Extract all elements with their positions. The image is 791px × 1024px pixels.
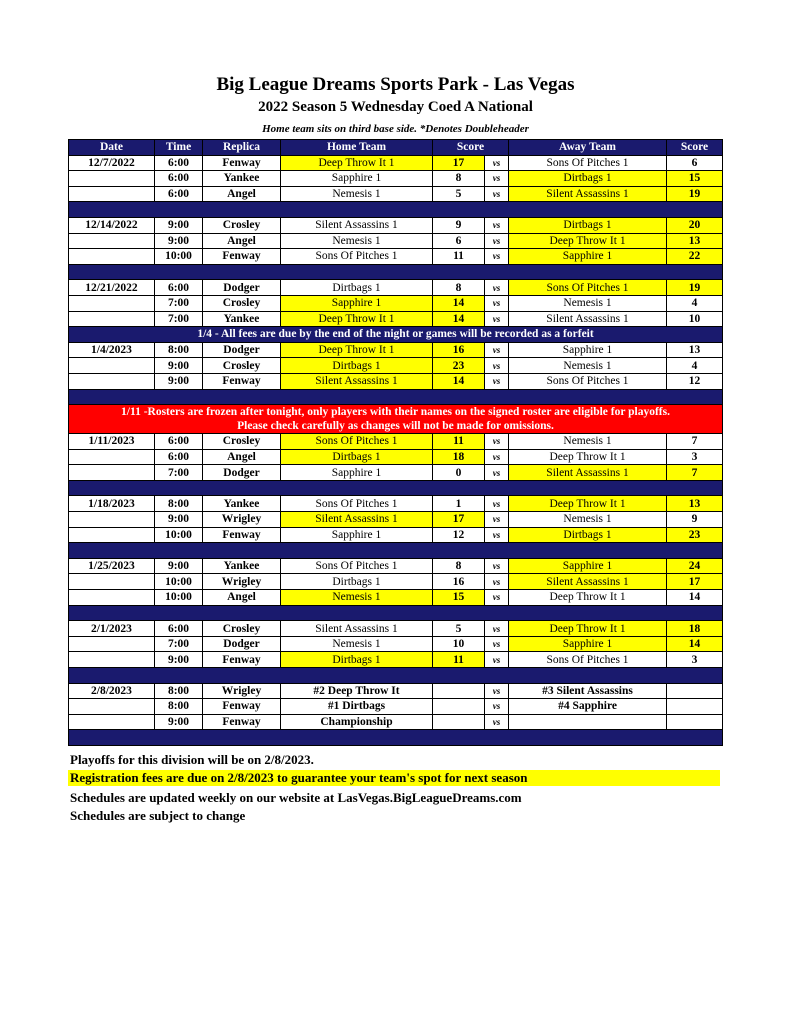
- game-time: 10:00: [155, 574, 203, 590]
- game-date: [69, 358, 155, 374]
- game-time: 6:00: [155, 155, 203, 171]
- vs-label: vs: [485, 249, 509, 265]
- away-team: Sons Of Pitches 1: [509, 652, 667, 668]
- game-row: [69, 714, 723, 730]
- game-date: [69, 512, 155, 528]
- game-date: 12/14/2022: [69, 217, 155, 233]
- home-team: Dirtbags 1: [281, 358, 433, 374]
- notice-text: 1/4 - All fees are due by the end of the night or games will be recorded as a forfeit: [69, 327, 723, 343]
- home-score: 16: [433, 342, 485, 358]
- away-team: Sapphire 1: [509, 636, 667, 652]
- away-team: Sapphire 1: [509, 342, 667, 358]
- home-team: Sapphire 1: [281, 527, 433, 543]
- col-header-date: Date: [69, 140, 155, 156]
- away-score: 12: [667, 373, 723, 389]
- home-score: 17: [433, 512, 485, 528]
- game-row: [69, 434, 723, 450]
- game-field: Fenway: [203, 249, 281, 265]
- vs-label: vs: [485, 171, 509, 187]
- vs-label: vs: [485, 449, 509, 465]
- away-score: [667, 714, 723, 730]
- vs-label: vs: [485, 295, 509, 311]
- game-time: 9:00: [155, 714, 203, 730]
- away-team: Sons Of Pitches 1: [509, 373, 667, 389]
- home-score: 8: [433, 558, 485, 574]
- home-score: [433, 714, 485, 730]
- home-team: Nemesis 1: [281, 233, 433, 249]
- vs-label: vs: [485, 574, 509, 590]
- away-team: [509, 714, 667, 730]
- game-field: Wrigley: [203, 574, 281, 590]
- away-score: 15: [667, 171, 723, 187]
- game-field: Yankee: [203, 171, 281, 187]
- week-separator: [69, 668, 723, 684]
- game-field: Fenway: [203, 699, 281, 715]
- game-time: 7:00: [155, 465, 203, 481]
- game-time: 7:00: [155, 295, 203, 311]
- separator-cell: [69, 543, 723, 559]
- game-date: [69, 699, 155, 715]
- home-team: Deep Throw It 1: [281, 311, 433, 327]
- home-team: #2 Deep Throw It: [281, 683, 433, 699]
- home-score: 8: [433, 171, 485, 187]
- game-row: [69, 496, 723, 512]
- vs-label: vs: [485, 621, 509, 637]
- game-time: 6:00: [155, 280, 203, 296]
- separator-cell: [69, 389, 723, 405]
- vs-label: vs: [485, 358, 509, 374]
- away-team: Deep Throw It 1: [509, 590, 667, 606]
- vs-label: vs: [485, 590, 509, 606]
- away-team: Silent Assassins 1: [509, 574, 667, 590]
- separator-cell: [69, 605, 723, 621]
- game-time: 9:00: [155, 358, 203, 374]
- game-row: [69, 295, 723, 311]
- game-date: [69, 249, 155, 265]
- notice-row: [69, 327, 723, 343]
- game-date: 2/8/2023: [69, 683, 155, 699]
- vs-label: vs: [485, 683, 509, 699]
- home-team: Silent Assassins 1: [281, 512, 433, 528]
- game-field: Angel: [203, 449, 281, 465]
- game-field: Crosley: [203, 295, 281, 311]
- game-date: [69, 233, 155, 249]
- home-team: Sons Of Pitches 1: [281, 558, 433, 574]
- vs-label: vs: [485, 280, 509, 296]
- home-score: 8: [433, 280, 485, 296]
- schedule-body: [69, 155, 723, 745]
- game-row: [69, 155, 723, 171]
- game-time: 9:00: [155, 373, 203, 389]
- away-team: Deep Throw It 1: [509, 621, 667, 637]
- vs-label: vs: [485, 512, 509, 528]
- vs-label: vs: [485, 465, 509, 481]
- away-score: 24: [667, 558, 723, 574]
- game-date: [69, 652, 155, 668]
- game-field: Dodger: [203, 465, 281, 481]
- playoffs-note: Playoffs for this division will be on 2/8/2023.: [70, 752, 314, 767]
- vs-label: vs: [485, 311, 509, 327]
- away-team: Sapphire 1: [509, 558, 667, 574]
- week-separator: [69, 202, 723, 218]
- game-row: [69, 171, 723, 187]
- col-header-away-team: Away Team: [509, 140, 667, 156]
- home-team: Nemesis 1: [281, 636, 433, 652]
- home-score: 0: [433, 465, 485, 481]
- registration-note: Registration fees are due on 2/8/2023 to guarantee your team's spot for next season: [68, 770, 720, 786]
- home-team: #1 Dirtbags: [281, 699, 433, 715]
- game-date: [69, 590, 155, 606]
- game-time: 6:00: [155, 434, 203, 450]
- vs-label: vs: [485, 652, 509, 668]
- away-team: Sons Of Pitches 1: [509, 280, 667, 296]
- game-row: [69, 449, 723, 465]
- home-team: Sapphire 1: [281, 465, 433, 481]
- col-header-home-team: Home Team: [281, 140, 433, 156]
- game-row: [69, 280, 723, 296]
- away-score: 7: [667, 465, 723, 481]
- home-score: 5: [433, 186, 485, 202]
- away-team: Silent Assassins 1: [509, 465, 667, 481]
- away-score: 9: [667, 512, 723, 528]
- away-score: 20: [667, 217, 723, 233]
- home-score: 5: [433, 621, 485, 637]
- away-score: [667, 683, 723, 699]
- game-row: [69, 373, 723, 389]
- home-team: Dirtbags 1: [281, 652, 433, 668]
- vs-label: vs: [485, 373, 509, 389]
- away-score: 13: [667, 233, 723, 249]
- game-date: 1/11/2023: [69, 434, 155, 450]
- away-score: 19: [667, 186, 723, 202]
- game-row: [69, 512, 723, 528]
- game-row: [69, 636, 723, 652]
- home-team: Dirtbags 1: [281, 574, 433, 590]
- home-score: 14: [433, 311, 485, 327]
- subject-note: Schedules are subject to change: [70, 808, 246, 823]
- separator-cell: [69, 668, 723, 684]
- vs-label: vs: [485, 558, 509, 574]
- away-score: 13: [667, 496, 723, 512]
- game-field: Yankee: [203, 558, 281, 574]
- game-date: 1/25/2023: [69, 558, 155, 574]
- away-team: Dirtbags 1: [509, 171, 667, 187]
- game-row: [69, 527, 723, 543]
- game-time: 9:00: [155, 652, 203, 668]
- home-score: 1: [433, 496, 485, 512]
- game-time: 7:00: [155, 636, 203, 652]
- week-separator: [69, 480, 723, 496]
- week-separator: [69, 730, 723, 746]
- home-score: [433, 699, 485, 715]
- away-score: 4: [667, 358, 723, 374]
- game-time: 10:00: [155, 527, 203, 543]
- game-row: [69, 249, 723, 265]
- game-row: [69, 233, 723, 249]
- away-team: Deep Throw It 1: [509, 449, 667, 465]
- away-team: Deep Throw It 1: [509, 496, 667, 512]
- game-field: Wrigley: [203, 683, 281, 699]
- home-score: 10: [433, 636, 485, 652]
- away-score: 13: [667, 342, 723, 358]
- game-field: Fenway: [203, 155, 281, 171]
- game-date: [69, 527, 155, 543]
- game-time: 7:00: [155, 311, 203, 327]
- week-separator: [69, 605, 723, 621]
- game-row: [69, 465, 723, 481]
- game-time: 8:00: [155, 496, 203, 512]
- away-team: Dirtbags 1: [509, 217, 667, 233]
- col-header-home-score: Score: [433, 140, 509, 156]
- home-team: Sons Of Pitches 1: [281, 249, 433, 265]
- separator-cell: [69, 202, 723, 218]
- home-team: Deep Throw It 1: [281, 155, 433, 171]
- separator-cell: [69, 480, 723, 496]
- game-date: [69, 171, 155, 187]
- home-team: Sapphire 1: [281, 171, 433, 187]
- home-score: 14: [433, 373, 485, 389]
- home-score: [433, 683, 485, 699]
- col-header-replica: Replica: [203, 140, 281, 156]
- game-time: 8:00: [155, 683, 203, 699]
- col-header-away-score: Score: [667, 140, 723, 156]
- game-field: Fenway: [203, 714, 281, 730]
- game-row: [69, 186, 723, 202]
- game-date: 1/4/2023: [69, 342, 155, 358]
- game-field: Crosley: [203, 434, 281, 450]
- game-field: Angel: [203, 233, 281, 249]
- home-score: 15: [433, 590, 485, 606]
- home-score: 11: [433, 249, 485, 265]
- vs-label: vs: [485, 217, 509, 233]
- game-time: 6:00: [155, 621, 203, 637]
- home-team: Sapphire 1: [281, 295, 433, 311]
- away-team: #3 Silent Assassins: [509, 683, 667, 699]
- away-score: 17: [667, 574, 723, 590]
- home-team: Dirtbags 1: [281, 280, 433, 296]
- alert-cell: [69, 405, 723, 434]
- vs-label: vs: [485, 155, 509, 171]
- game-date: [69, 295, 155, 311]
- game-field: Dodger: [203, 342, 281, 358]
- game-row: [69, 699, 723, 715]
- away-team: Nemesis 1: [509, 358, 667, 374]
- game-field: Crosley: [203, 621, 281, 637]
- away-team: Deep Throw It 1: [509, 233, 667, 249]
- game-date: [69, 449, 155, 465]
- game-row: [69, 358, 723, 374]
- away-team: Sons Of Pitches 1: [509, 155, 667, 171]
- game-field: Crosley: [203, 217, 281, 233]
- game-row: [69, 652, 723, 668]
- game-row: [69, 558, 723, 574]
- game-date: [69, 186, 155, 202]
- game-row: [69, 683, 723, 699]
- game-row: [69, 217, 723, 233]
- week-separator: [69, 264, 723, 280]
- home-score: 17: [433, 155, 485, 171]
- home-team: Silent Assassins 1: [281, 217, 433, 233]
- game-date: 12/7/2022: [69, 155, 155, 171]
- home-team: Nemesis 1: [281, 186, 433, 202]
- alert-line-2: Please check carefully as changes will not be made for omissions.: [237, 420, 554, 433]
- away-score: [667, 699, 723, 715]
- col-header-time: Time: [155, 140, 203, 156]
- schedule-table: [68, 139, 723, 746]
- away-score: 6: [667, 155, 723, 171]
- game-time: 9:00: [155, 233, 203, 249]
- game-time: 10:00: [155, 249, 203, 265]
- away-team: #4 Sapphire: [509, 699, 667, 715]
- away-team: Dirtbags 1: [509, 527, 667, 543]
- vs-label: vs: [485, 636, 509, 652]
- away-score: 10: [667, 311, 723, 327]
- vs-label: vs: [485, 527, 509, 543]
- home-score: 18: [433, 449, 485, 465]
- home-team: Nemesis 1: [281, 590, 433, 606]
- away-score: 22: [667, 249, 723, 265]
- game-field: Fenway: [203, 373, 281, 389]
- game-field: Yankee: [203, 496, 281, 512]
- separator-cell: [69, 264, 723, 280]
- away-score: 7: [667, 434, 723, 450]
- away-team: Nemesis 1: [509, 512, 667, 528]
- home-score: 14: [433, 295, 485, 311]
- game-date: [69, 373, 155, 389]
- game-time: 9:00: [155, 558, 203, 574]
- game-time: 8:00: [155, 342, 203, 358]
- away-team: Silent Assassins 1: [509, 311, 667, 327]
- away-team: Nemesis 1: [509, 295, 667, 311]
- week-separator: [69, 543, 723, 559]
- game-field: Fenway: [203, 652, 281, 668]
- away-team: Sapphire 1: [509, 249, 667, 265]
- vs-label: vs: [485, 186, 509, 202]
- home-team: Silent Assassins 1: [281, 373, 433, 389]
- away-score: 23: [667, 527, 723, 543]
- away-score: 4: [667, 295, 723, 311]
- page-title: Big League Dreams Sports Park - Las Vegas: [216, 74, 575, 95]
- game-row: [69, 621, 723, 637]
- vs-label: vs: [485, 434, 509, 450]
- vs-label: vs: [485, 233, 509, 249]
- vs-label: vs: [485, 699, 509, 715]
- away-score: 18: [667, 621, 723, 637]
- game-date: [69, 714, 155, 730]
- home-score: 11: [433, 434, 485, 450]
- website-note: Schedules are updated weekly on our website at LasVegas.BigLeagueDreams.com: [70, 790, 522, 805]
- game-field: Dodger: [203, 280, 281, 296]
- away-score: 19: [667, 280, 723, 296]
- game-row: [69, 574, 723, 590]
- game-field: Angel: [203, 186, 281, 202]
- game-field: Crosley: [203, 358, 281, 374]
- game-time: 8:00: [155, 699, 203, 715]
- game-time: 6:00: [155, 186, 203, 202]
- game-time: 9:00: [155, 512, 203, 528]
- home-team-note: Home team sits on third base side. *Denotes Doubleheader: [262, 123, 529, 135]
- home-team: Dirtbags 1: [281, 449, 433, 465]
- home-score: 16: [433, 574, 485, 590]
- game-field: Wrigley: [203, 512, 281, 528]
- alert-row: [69, 405, 723, 434]
- game-date: [69, 574, 155, 590]
- home-score: 6: [433, 233, 485, 249]
- game-field: Yankee: [203, 311, 281, 327]
- home-team: Silent Assassins 1: [281, 621, 433, 637]
- game-date: 1/18/2023: [69, 496, 155, 512]
- home-score: 9: [433, 217, 485, 233]
- week-separator: [69, 389, 723, 405]
- vs-label: vs: [485, 714, 509, 730]
- away-score: 14: [667, 636, 723, 652]
- home-score: 12: [433, 527, 485, 543]
- game-field: Fenway: [203, 527, 281, 543]
- home-score: 23: [433, 358, 485, 374]
- game-row: [69, 342, 723, 358]
- game-field: Dodger: [203, 636, 281, 652]
- away-score: 3: [667, 449, 723, 465]
- game-time: 6:00: [155, 449, 203, 465]
- table-header-row: [69, 140, 723, 156]
- away-team: Nemesis 1: [509, 434, 667, 450]
- home-team: Sons Of Pitches 1: [281, 496, 433, 512]
- away-score: 14: [667, 590, 723, 606]
- game-time: 10:00: [155, 590, 203, 606]
- vs-label: vs: [485, 342, 509, 358]
- game-row: [69, 590, 723, 606]
- game-row: [69, 311, 723, 327]
- alert-line-1: 1/11 -Rosters are frozen after tonight, only players with their names on the signed roster are eligible for playoffs.: [121, 406, 670, 419]
- vs-label: vs: [485, 496, 509, 512]
- game-time: 9:00: [155, 217, 203, 233]
- game-date: [69, 465, 155, 481]
- game-date: 12/21/2022: [69, 280, 155, 296]
- game-date: [69, 311, 155, 327]
- away-score: 3: [667, 652, 723, 668]
- home-score: 11: [433, 652, 485, 668]
- page-subtitle: 2022 Season 5 Wednesday Coed A National: [258, 99, 533, 115]
- home-team: Sons Of Pitches 1: [281, 434, 433, 450]
- game-date: [69, 636, 155, 652]
- away-team: Silent Assassins 1: [509, 186, 667, 202]
- game-time: 6:00: [155, 171, 203, 187]
- home-team: Championship: [281, 714, 433, 730]
- separator-cell: [69, 730, 723, 746]
- game-field: Angel: [203, 590, 281, 606]
- game-date: 2/1/2023: [69, 621, 155, 637]
- home-team: Deep Throw It 1: [281, 342, 433, 358]
